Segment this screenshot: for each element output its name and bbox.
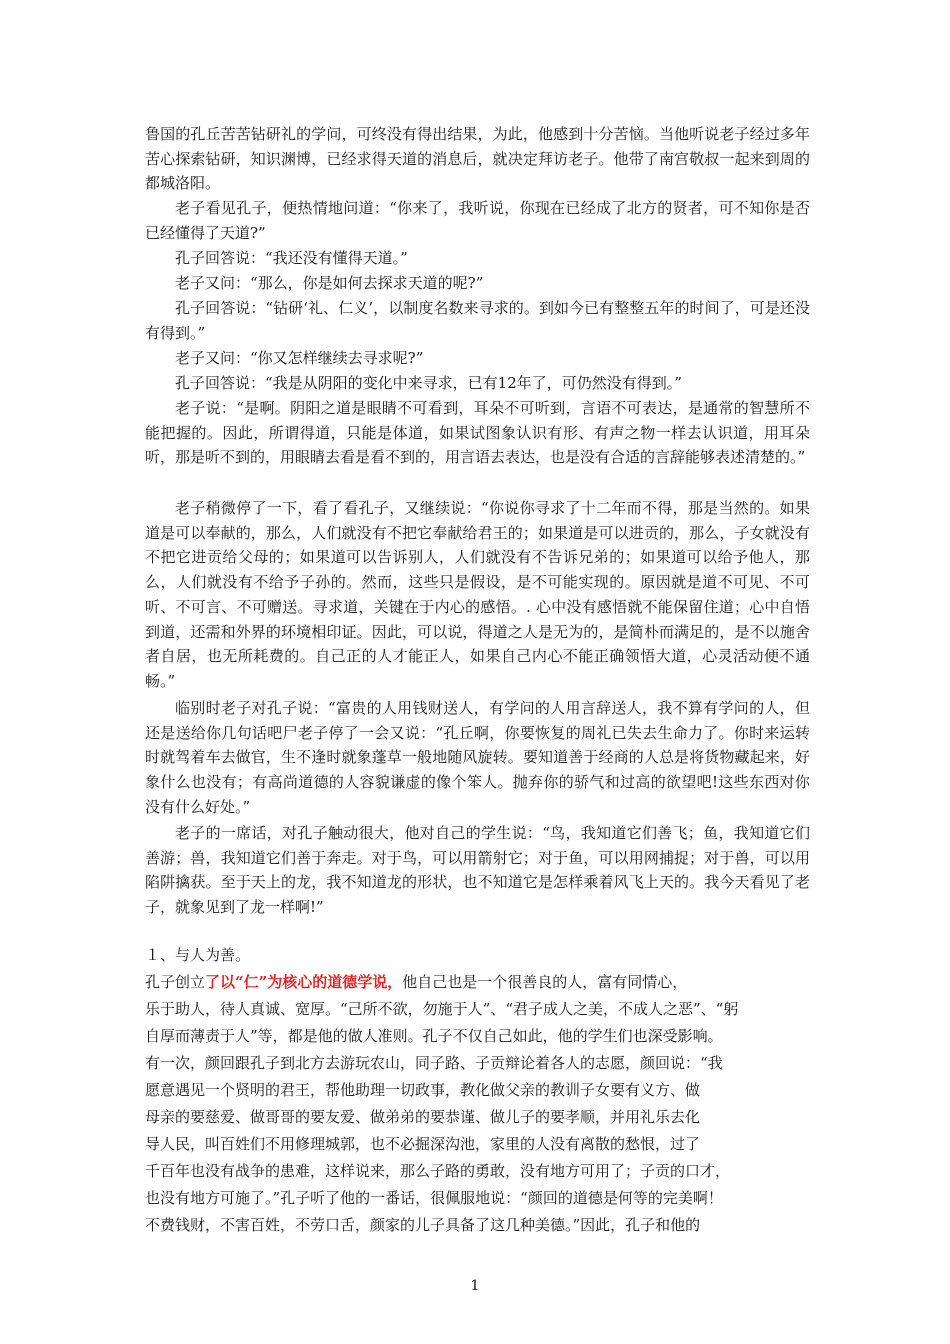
paragraph: 孔子回答说：“我还没有懂得天道。” (175, 249, 408, 267)
paragraph: 老子说：“是啊。阴阳之道是眼睛不可看到，耳朵不可听到，言语不可表达，是通常的智慧所不能把握的。因此，所谓得道，只能是体道，如果试图象认识有形、有声之物一样去认识道，用耳朵听，那是听不到的，用眼睛去看是看不到的，用言语去表达，也是没有合适的言辞能够表述清楚的。” (145, 399, 810, 467)
section-line: 也没有地方可施了。”孔子听了他的一番话，很佩服地说：“颜回的道德是何等的完美啊！ (145, 1189, 723, 1207)
section-line: 千百年也没有战争的患难，这样说来，那么子路的勇敢，没有地方可用了；子贡的口才， (145, 1162, 731, 1180)
section-line-text: 他自己也是一个很善良的人，富有同情心， (402, 973, 688, 991)
highlighted-text: 了以“仁”为核心的道德学说， (205, 973, 403, 991)
section-line (145, 969, 810, 996)
section-line: 母亲的要慈爱、做哥哥的要友爱、做弟弟的要恭谨、做儿子的要孝顺，并用礼乐去化 (145, 1108, 701, 1126)
page-number: 1 (470, 1278, 480, 1294)
paragraph: 孔子回答说：“我是从阴阳的变化中来寻求，已有12年了，可仍然没有得到。” (175, 374, 682, 392)
paragraph: 老子看见孔子，便热情地问道：“你来了，我听说，你现在已经成了北方的贤者，可不知你是否已经懂得了天道?” (145, 199, 810, 242)
section-line: 乐于助人，待人真诚、宽厚。“己所不欲，勿施于人”、“君子成人之美，不成人之恶”、“躬 (145, 1000, 739, 1018)
section-line: 愿意遇见一个贤明的君王，帮他助理一切政事，教化做父亲的教训子女要有义方、做 (145, 1081, 701, 1099)
section-line: 导人民，叫百姓们不用修理城郭，也不必掘深沟池，家里的人没有离散的愁恨，过了 (145, 1135, 701, 1153)
section-line: 自厚而薄责于人”等，都是他的做人准则。孔子不仅自己如此，他的学生们也深受影响。 (145, 1027, 723, 1045)
section-line: 不费钱财，不害百姓，不劳口舌，颜家的儿子具备了这几种美德。”因此，孔子和他的 (145, 1216, 701, 1234)
paragraph: 老子又问：“你又怎样继续去寻求呢?” (175, 349, 424, 367)
paragraph: 孔子回答说：“钻研‘礼、仁义’，以制度名数来寻求的。到如今已有整整五年的时间了，可是还没有得到。” (145, 299, 810, 342)
paragraph: 老子的一席话，对孔子触动很大，他对自己的学生说：“鸟，我知道它们善飞；鱼，我知道它们善游；兽，我知道它们善于奔走。对于鸟，可以用箭射它；对于鱼，可以用网捕捉；对于兽，可以用陷阱擒获。至于天上的龙，我不知道龙的形状，也不知道它是怎样乘着风飞上天的。我今天看见了老子，就象见到了龙一样啊!” (145, 824, 810, 917)
paragraph: 鲁国的孔丘苦苦钻研礼的学问，可终没有得出结果，为此，他感到十分苦恼。当他听说老子经过多年苦心探索钻研，知识渊博，已经求得天道的消息后，就决定拜访老子。他带了南宫敬叔一起来到周的都城洛阳。 (145, 125, 810, 193)
section-line: 有一次，颜回跟孔子到北方去游玩农山，同子路、子贡辩论着各人的志愿，颜回说：“我 (145, 1054, 723, 1072)
section-lead: 孔子创立 (145, 973, 206, 991)
section-heading: １、与人为善。 (145, 946, 251, 964)
paragraph: 老子稍微停了一下，看了看孔子，又继续说：“你说你寻求了十二年而不得，那是当然的。如果道是可以奉献的，那么，人们就没有不把它奉献给君王的；如果道是可以进贡的，那么，子女就没有不把它进贡给父母的；如果道可以告诉别人，人们就没有不告诉兄弟的；如果道可以给予他人，那么，人们就没有不给予子孙的。然而，这些只是假设，是不可能实现的。原因就是道不可见、不可听、不可言、不可赠送。寻求道，关键在于内心的感悟。. 心中没有感悟就不能保留住道；心中自悟到道，还需和外界的环境相印证。因此，可以说，得道之人是无为的，是简朴而满足的，是不以施舍者自居，也无所耗费的。自己正的人才能正人，如果自己内心不能正确领悟大道，心灵活动便不通畅。” (145, 499, 810, 690)
paragraph: 临别时老子对孔子说：“富贵的人用钱财送人，有学问的人用言辞送人，我不算有学问的人，但还是送给你几句话吧尸老子停了一会又说：“孔丘啊，你要恢复的周礼已失去生命力了。你时来运转时就驾着车去做官，生不逢时就象蓬草一般地随风旋转。要知道善于经商的人总是将货物藏起来，好象什么也没有；有高尚道德的人容貌谦虚的像个笨人。抛弃你的骄气和过高的欲望吧!这些东西对你没有什么好处。” (145, 699, 810, 816)
paragraph: 老子又问：“那么，你是如何去探求天道的呢?” (175, 274, 484, 292)
